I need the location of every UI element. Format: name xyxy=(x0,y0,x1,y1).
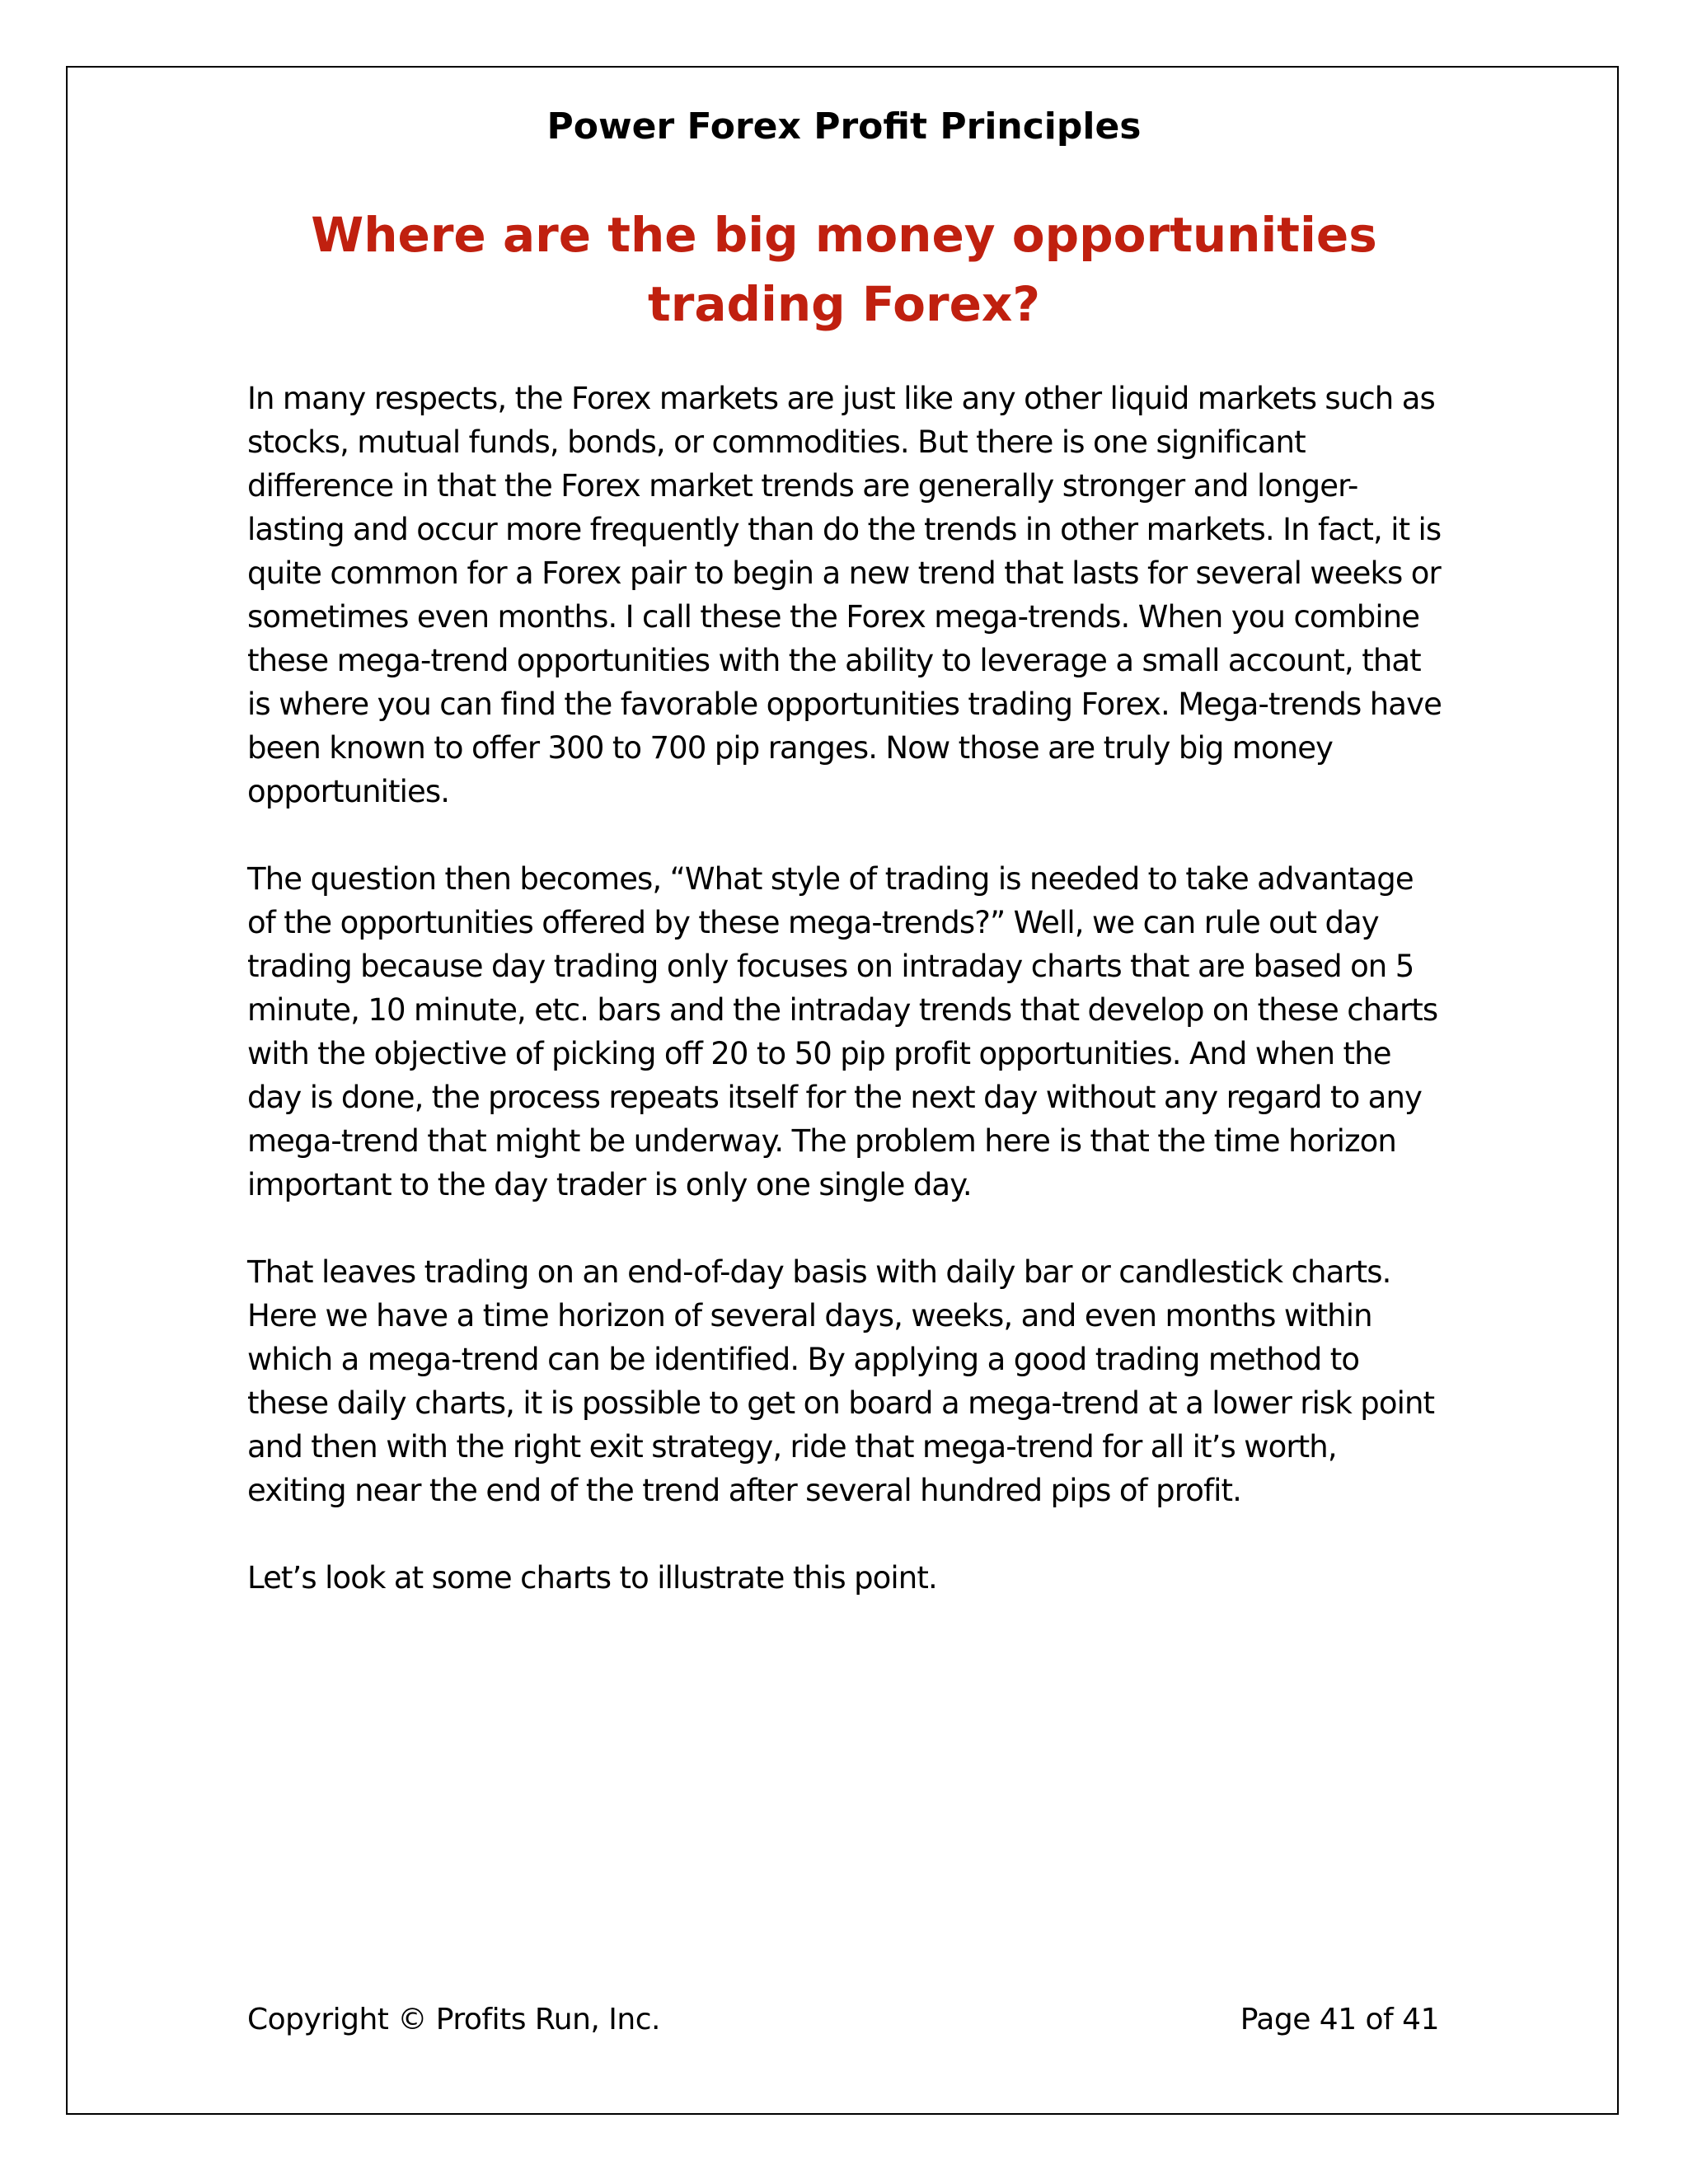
paragraph-3: That leaves trading on an end-of-day basis with daily bar or candlestick charts. Here we have a time horizon of several days, weeks, and even months within which a mega-trend can be identified. By applying a good trading method to these daily charts, it is possible to get on board a mega-trend at a lower risk point and then with the right exit strategy, ride that mega-trend for all it’s worth, exiting near the end of the trend after several hundred pips of profit. xyxy=(247,1254,1435,1508)
copyright-notice: Copyright © Profits Run, Inc. xyxy=(247,2003,660,2036)
header-title: Power Forex Profit Principles xyxy=(546,105,1142,148)
paragraph-1: In many respects, the Forex markets are just like any other liquid markets such as stocks, mutual funds, bonds, or commodities. But there is one significant difference in that the Forex market trends are generally stronger and longer-lasting and occur more frequently than do the trends in other markets. In fact, it is quite common for a Forex pair to begin a new trend that lasts for several weeks or sometimes even months. I call these the Forex mega-trends. When you combine these mega-trend opportunities with the ability to leverage a small account, that is where you can find the favorable opportunities trading Forex. Mega-trends have been known to offer 300 to 700 pip ranges. Now those are truly big money opportunities. xyxy=(247,381,1442,809)
article-title xyxy=(0,200,1688,339)
paragraph-4: Let’s look at some charts to illustrate this point. xyxy=(247,1560,937,1596)
article-title-line-1: Where are the big money opportunities xyxy=(311,207,1377,263)
paragraph-2: The question then becomes, “What style of trading is needed to take advantage of the opportunities offered by these mega-trends?” Well, we can rule out day trading because day trading only focuses on intraday charts that are based on 5 minute, 10 minute, etc. bars and the intraday trends that develop on these charts with the objective of picking off 20 to 50 pip profit opportunities. And when the day is done, the process repeats itself for the next day without any regard to any mega-trend that might be underway. The problem here is that the time horizon important to the day trader is only one single day. xyxy=(247,861,1438,1202)
page-footer xyxy=(247,1999,1439,2041)
page-number: Page 41 of 41 xyxy=(1240,2003,1439,2036)
article-body xyxy=(247,377,1442,1643)
article-title-line-2: trading Forex? xyxy=(648,276,1040,332)
